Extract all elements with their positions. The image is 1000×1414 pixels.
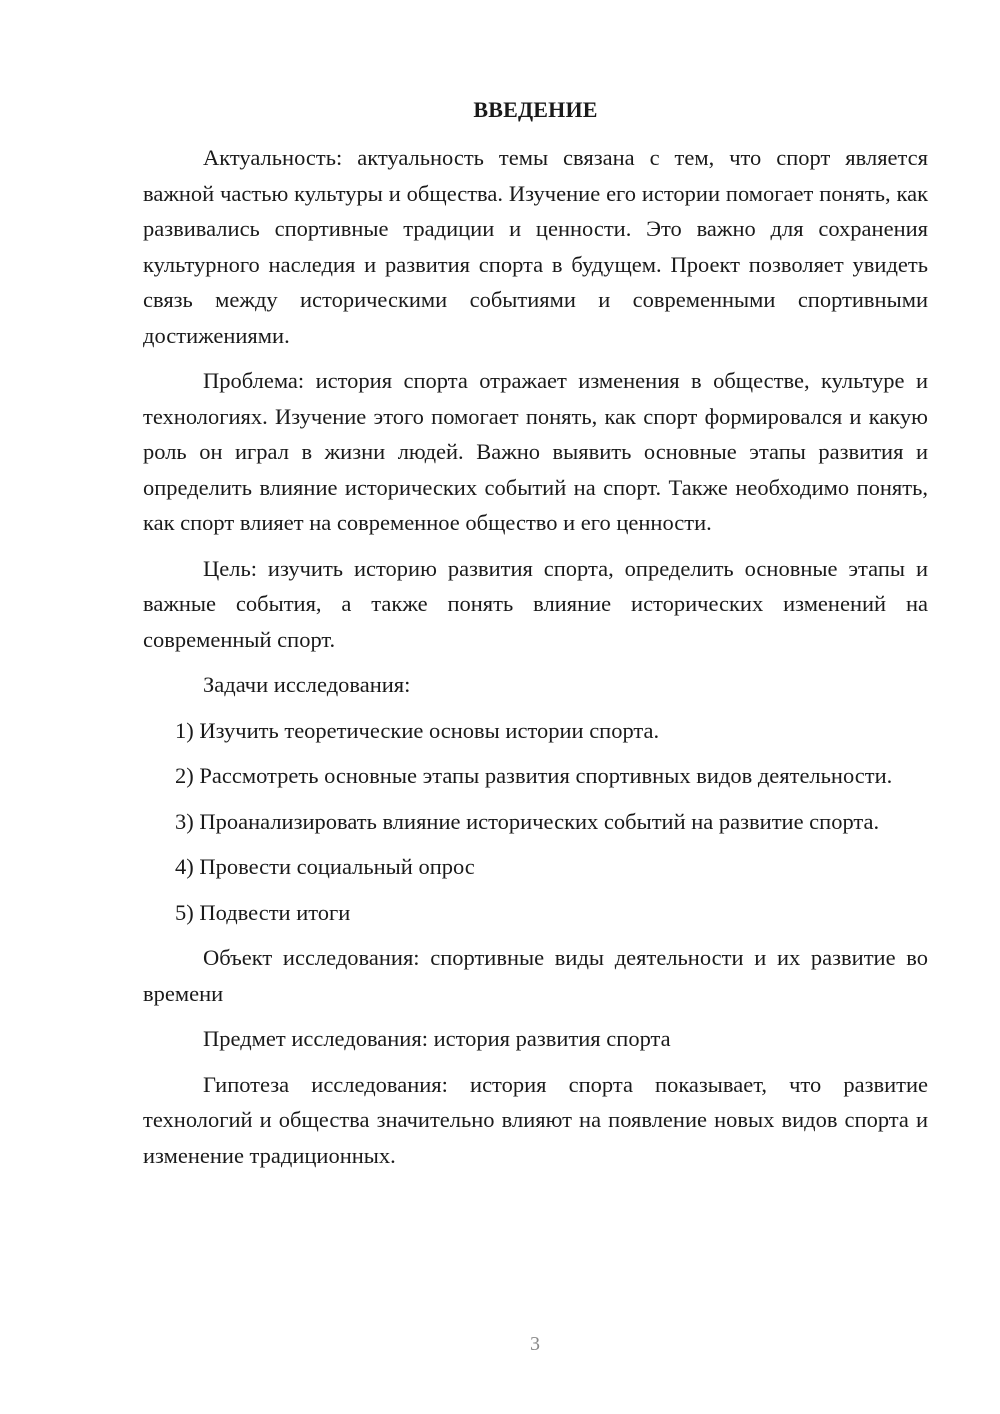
paragraph-goal: Цель: изучить историю развития спорта, определить основные этапы и важные события, а также понять влияние исторических изменений на современный спорт. bbox=[143, 555, 928, 652]
paragraph-object: Объект исследования: спортивные виды деятельности и их развитие во времени bbox=[143, 945, 928, 1006]
tasks-heading: Задачи исследования: bbox=[203, 672, 411, 697]
page-content bbox=[143, 90, 928, 1183]
paragraph-subject: Предмет исследования: история развития спорта bbox=[203, 1026, 671, 1051]
paragraph-relevance: Актуальность: актуальность темы связана с тем, что спорт является важной частью культуры и общества. Изучение его истории помогает понять, как развивались спортивные традиции и ценности. Это важно для сохранения культурного наследия и развития спорта в будущем. Проект позволяет увидеть связь между историческими событиями и современными спортивными достижениями. bbox=[143, 145, 928, 348]
task-item-2: 2) Рассмотреть основные этапы развития спортивных видов деятельности. bbox=[175, 763, 893, 788]
section-title: ВВЕДЕНИЕ bbox=[473, 97, 598, 122]
task-item-5: 5) Подвести итоги bbox=[175, 899, 351, 925]
paragraph-hypothesis: Гипотеза исследования: история спорта показывает, что развитие технологий и общества значительно влияют на появление новых видов спорта и изменение традиционных. bbox=[143, 1071, 928, 1168]
task-item-1: 1) Изучить теоретические основы истории спорта. bbox=[175, 717, 660, 743]
page-number: 3 bbox=[530, 1333, 540, 1355]
task-item-4: 4) Провести социальный опрос bbox=[175, 854, 475, 879]
task-item-3: 3) Проанализировать влияние исторических событий на развитие спорта. bbox=[175, 808, 880, 834]
paragraph-problem: Проблема: история спорта отражает изменения в обществе, культуре и технологиях. Изучение этого помогает понять, как спорт формировался и какую роль он играл в жизни людей. Важно выявить основные этапы развития и определить влияние исторических событий на спорт. Также необходимо понять, как спорт влияет на современное общество и его ценности. bbox=[143, 368, 928, 535]
